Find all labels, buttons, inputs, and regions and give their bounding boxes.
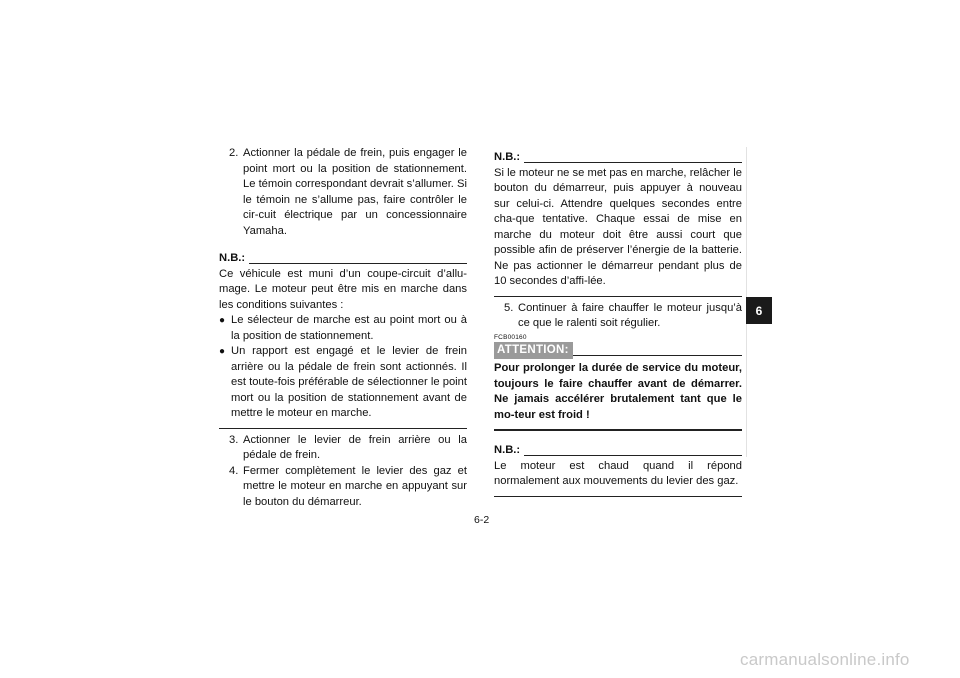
note-heading <box>494 443 742 459</box>
bullet-text: Un rapport est engagé et le levier de frein arrière ou la pédale de frein sont actionnés. Il est toute-fois préférable de sélectionner le point mort ou la position de stationnement avant de mettre le moteur en marche. <box>231 345 467 419</box>
note-rule <box>249 262 467 264</box>
step-number: 2. <box>229 147 239 159</box>
note-end-rule <box>494 496 742 497</box>
attention-rule <box>573 355 742 356</box>
step-number: 3. <box>229 433 239 446</box>
attention-text: Pour prolonger la durée de service du moteur, toujours le faire chauffer avant de démarrer. Ne jamais accélérer brutalement tant que le mo-teur est froid ! <box>494 362 742 421</box>
step-text: Actionner le levier de frein arrière ou la pédale de frein. <box>243 433 467 461</box>
step-3 <box>219 433 467 464</box>
note-text: Le moteur est chaud quand il répond normalement aux mouvements du levier des gaz. <box>494 459 742 487</box>
note-rule <box>524 454 742 456</box>
step-5 <box>494 301 742 332</box>
attention-heading <box>494 342 742 360</box>
attention-label: ATTENTION: <box>494 342 573 360</box>
step-number: 5. <box>504 301 514 314</box>
bullet-icon: ● <box>219 346 226 357</box>
step-4 <box>219 464 467 511</box>
note-label: N.B.: <box>219 252 246 264</box>
step-2 <box>219 146 467 239</box>
bullet-item <box>219 344 467 422</box>
note-label: N.B.: <box>494 151 521 163</box>
watermark: carmanualsonline.info <box>740 650 910 669</box>
note-text: Ce véhicule est muni d’un coupe-circuit d’allu-mage. Le moteur peut être mis en marche dans les conditions suivantes : <box>219 267 467 311</box>
bullet-item <box>219 313 467 344</box>
step-text: Fermer complètement le levier des gaz et mettre le moteur en marche en appuyant sur le bouton du démarreur. <box>243 464 467 508</box>
note-text: Si le moteur ne se met pas en marche, relâcher le bouton du démarreur, puis appuyer à nouveau sur celui-ci. Attendre quelques secondes entre cha-que tentative. Chaque essai de mise en marche du moteur doit être aussi court que possible afin de préserver l’énergie de la batterie. Ne pas actionner le démarreur pendant plus de 10 secondes d’affi-lée. <box>494 166 742 287</box>
attention-end-rule <box>494 429 742 431</box>
note-rule <box>524 161 742 163</box>
chapter-tab: 6 <box>746 297 772 324</box>
left-column <box>219 146 467 510</box>
page-number: 6-2 <box>474 514 490 526</box>
right-column <box>494 146 742 501</box>
bullet-icon: ● <box>219 315 226 326</box>
bullet-text: Le sélecteur de marche est au point mort ou à la position de stationnement. <box>231 314 467 342</box>
step-text: Continuer à faire chauffer le moteur jusqu’à ce que le ralenti soit régulier. <box>518 301 742 329</box>
note-heading <box>219 251 467 267</box>
note-end-rule <box>219 428 467 429</box>
note-end-rule <box>494 296 742 297</box>
step-text: Actionner la pédale de frein, puis engager le point mort ou la position de stationnement. Le témoin correspondant devrait s’allumer. Si le témoin ne s’allume pas, faire contrôler le cir-cuit électrique par un concessionnaire Yamaha. <box>243 147 467 237</box>
step-number: 4. <box>229 464 239 477</box>
note-heading <box>494 150 742 166</box>
note-label: N.B.: <box>494 444 521 456</box>
reference-code: FCB00160 <box>494 333 527 341</box>
